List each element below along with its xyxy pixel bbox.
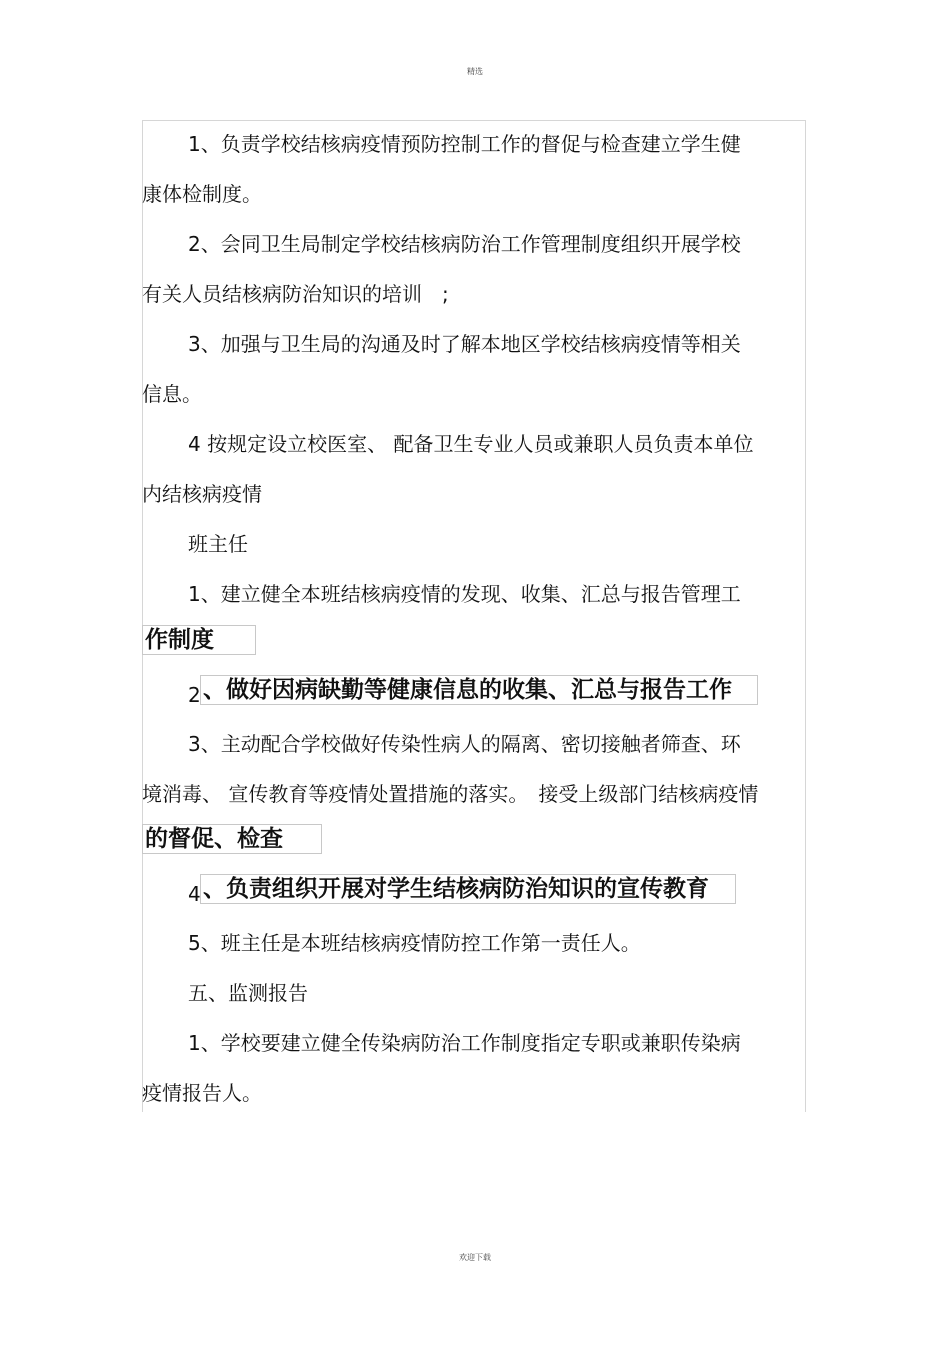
text-line: 2、会同卫生局制定学校结核病防治工作管理制度组织开展学校 (188, 232, 741, 256)
text-line: 1、负责学校结核病疫情预防控制工作的督促与检查建立学生健 (188, 132, 741, 156)
content-frame (142, 120, 806, 1112)
page-header: 精选 (467, 67, 483, 76)
text-line: 1、学校要建立健全传染病防治工作制度指定专职或兼职传染病 (188, 1031, 741, 1055)
text-line: 信息。 (142, 382, 202, 406)
page-footer: 欢迎下载 (459, 1253, 491, 1262)
text-line: 5、班主任是本班结核病疫情防控工作第一责任人。 (188, 931, 641, 955)
text-line: 3、加强与卫生局的沟通及时了解本地区学校结核病疫情等相关 (188, 332, 741, 356)
text-box: 的督促、检查 (142, 824, 322, 854)
text-line: 内结核病疫情 (142, 482, 262, 506)
text-line: 康体检制度。 (142, 182, 262, 206)
item-number: 4 (188, 882, 201, 906)
text-line: 有关人员结核病防治知识的培训 ; (142, 282, 449, 306)
text-line: 1、建立健全本班结核病疫情的发现、收集、汇总与报告管理工 (188, 582, 741, 606)
text-line: 境消毒、 宣传教育等疫情处置措施的落实。 接受上级部门结核病疫情 (142, 782, 759, 806)
text-box: 、负责组织开展对学生结核病防治知识的宣传教育 (200, 874, 736, 904)
text-box: 作制度 (142, 625, 256, 655)
section-heading: 班主任 (188, 532, 248, 556)
text-line: 疫情报告人。 (142, 1081, 262, 1105)
section-heading: 五、监测报告 (188, 981, 308, 1005)
text-box: 、做好因病缺勤等健康信息的收集、汇总与报告工作 (200, 675, 758, 705)
text-line: 4 按规定设立校医室、 配备卫生专业人员或兼职人员负责本单位 (188, 432, 754, 456)
item-number: 2 (188, 683, 201, 707)
text-line: 3、主动配合学校做好传染性病人的隔离、密切接触者筛查、环 (188, 732, 741, 756)
